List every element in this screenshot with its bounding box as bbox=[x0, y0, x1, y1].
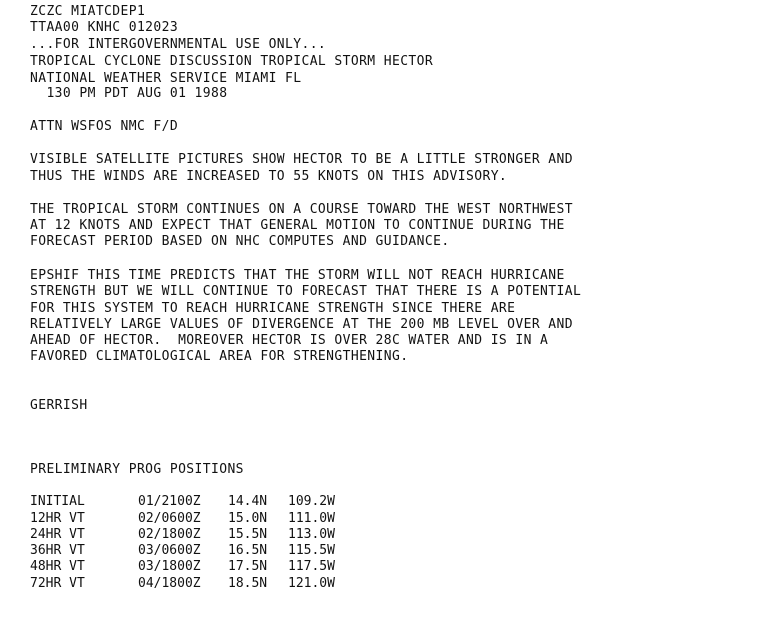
prog-lon: 109.2W bbox=[288, 494, 335, 509]
prog-time: 02/1800Z bbox=[138, 527, 201, 542]
header-line-office: NATIONAL WEATHER SERVICE MIAMI FL bbox=[30, 71, 302, 86]
prog-time: 02/0600Z bbox=[138, 511, 201, 526]
prog-lat: 14.4N bbox=[228, 494, 268, 509]
paragraph-1-line: VISIBLE SATELLITE PICTURES SHOW HECTOR TO BE A LITTLE STRONGER AND bbox=[30, 152, 573, 167]
prog-lat: 15.5N bbox=[228, 527, 268, 542]
prog-lat: 16.5N bbox=[228, 543, 268, 558]
prog-lon: 117.5W bbox=[288, 559, 335, 574]
prog-lon: 121.0W bbox=[288, 576, 335, 591]
paragraph-1-line: THUS THE WINDS ARE INCREASED TO 55 KNOTS ON THIS ADVISORY. bbox=[30, 169, 508, 184]
prog-lat: 15.0N bbox=[228, 511, 268, 526]
prog-lat: 18.5N bbox=[228, 576, 268, 591]
prog-lon: 113.0W bbox=[288, 527, 335, 542]
prog-time: 01/2100Z bbox=[138, 494, 201, 509]
prog-lat: 17.5N bbox=[228, 559, 268, 574]
prog-label: INITIAL bbox=[30, 494, 85, 509]
paragraph-3-line: STRENGTH BUT WE WILL CONTINUE TO FORECAST THAT THERE IS A POTENTIAL bbox=[30, 284, 582, 299]
header-line-wmo: TTAA00 KNHC 012023 bbox=[30, 20, 179, 35]
prog-label: 24HR VT bbox=[30, 527, 85, 542]
prog-label: 48HR VT bbox=[30, 559, 85, 574]
attn-line: ATTN WSFOS NMC F/D bbox=[30, 119, 179, 134]
paragraph-3-line: AHEAD OF HECTOR. MOREOVER HECTOR IS OVER 28C WATER AND IS IN A bbox=[30, 333, 549, 348]
prog-label: 72HR VT bbox=[30, 576, 85, 591]
header-line-product-id: ZCZC MIATCDEP1 bbox=[30, 4, 146, 19]
header-line-datetime: 130 PM PDT AUG 01 1988 bbox=[30, 86, 228, 101]
paragraph-3-line: RELATIVELY LARGE VALUES OF DIVERGENCE AT THE 200 MB LEVEL OVER AND bbox=[30, 317, 573, 332]
header-line-title: TROPICAL CYCLONE DISCUSSION TROPICAL STORM HECTOR bbox=[30, 54, 434, 69]
prog-time: 04/1800Z bbox=[138, 576, 201, 591]
paragraph-2-line: FORECAST PERIOD BASED ON NHC COMPUTES AND GUIDANCE. bbox=[30, 234, 450, 249]
prog-label: 12HR VT bbox=[30, 511, 85, 526]
paragraph-3-line: FOR THIS SYSTEM TO REACH HURRICANE STRENGTH SINCE THERE ARE bbox=[30, 301, 516, 316]
forecaster-signature: GERRISH bbox=[30, 398, 88, 413]
prog-time: 03/0600Z bbox=[138, 543, 201, 558]
prog-lon: 111.0W bbox=[288, 511, 335, 526]
paragraph-2-line: AT 12 KNOTS AND EXPECT THAT GENERAL MOTION TO CONTINUE DURING THE bbox=[30, 218, 565, 233]
paragraph-3-line: FAVORED CLIMATOLOGICAL AREA FOR STRENGTHENING. bbox=[30, 349, 409, 364]
paragraph-2-line: THE TROPICAL STORM CONTINUES ON A COURSE TOWARD THE WEST NORTHWEST bbox=[30, 202, 573, 217]
prog-label: 36HR VT bbox=[30, 543, 85, 558]
prog-lon: 115.5W bbox=[288, 543, 335, 558]
paragraph-3-line: EPSHIF THIS TIME PREDICTS THAT THE STORM WILL NOT REACH HURRICANE bbox=[30, 268, 565, 283]
prog-time: 03/1800Z bbox=[138, 559, 201, 574]
header-line-restriction: ...FOR INTERGOVERNMENTAL USE ONLY... bbox=[30, 37, 327, 52]
prog-positions-title: PRELIMINARY PROG POSITIONS bbox=[30, 462, 244, 477]
